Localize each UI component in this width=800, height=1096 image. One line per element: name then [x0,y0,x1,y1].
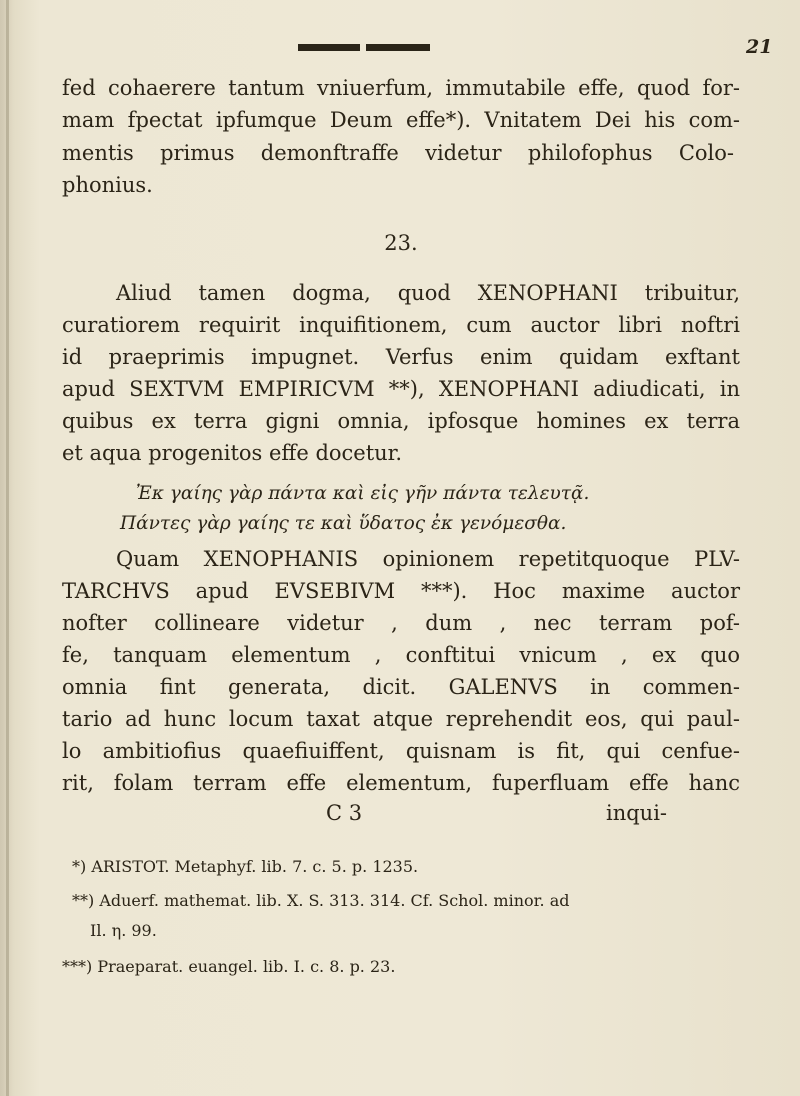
text-line: fe, tanquam elementum , conftitui vnicum , ex quo [62,643,740,667]
text-line: apud SEXTVM EMPIRICVM **), XENOPHANI adiudicati, in [62,377,740,401]
text-line: rit, folam terram effe elementum, fuperfluam effe hanc [62,771,740,795]
text-line: Aliud tamen dogma, quod XENOPHANI tribuitur, [116,281,740,305]
greek-verse-line: Ἐκ γαίης γὰρ πάντα καὶ εἰς γῆν πάντα τελευτᾷ. [136,483,590,504]
footnote: Il. η. 99. [90,921,157,940]
page-gutter [6,0,9,1096]
footnote: ***) Praeparat. euangel. lib. I. c. 8. p. 23. [62,957,396,976]
text-line: mam fpectat ipfumque Deum effe*). Vnitatem Dei his com- [62,108,740,132]
text-line: omnia fint generata, dicit. GALENVS in commen- [62,675,740,699]
text-line: mentis primus demonftraffe videtur philofophus Colo- [62,141,734,165]
section-number: 23. [384,231,418,255]
page-number: 21 [746,36,773,58]
text-line: Quam XENOPHANIS opinionem repetitquoque PLV- [116,547,740,571]
text-line: fed cohaerere tantum vniuerfum, immutabile effe, quod for- [62,76,740,100]
text-line: quibus ex terra gigni omnia, ipfosque homines ex terra [62,409,740,433]
footnote: *) ARISTOT. Metaphyf. lib. 7. c. 5. p. 1235. [72,857,419,876]
ornament-rule-left [298,44,360,51]
text-line: et aqua progenitos effe docetur. [62,441,403,465]
ornament-rule-right [366,44,430,51]
footnote: **) Aduerf. mathemat. lib. X. S. 313. 314. Cf. Schol. minor. ad [72,891,570,910]
catchword: inqui- [606,801,668,825]
text-line: lo ambitiofius quaefiuiffent, quisnam is fit, qui cenfue- [62,739,740,763]
text-line: curatiorem requirit inquifitionem, cum auctor libri noftri [62,313,740,337]
signature-mark: C 3 [326,801,363,825]
text-line: phonius. [62,173,153,197]
header-ornament [298,44,430,51]
text-line: tario ad hunc locum taxat atque reprehendit eos, qui paul- [62,707,740,731]
text-line: id praeprimis impugnet. Verfus enim quidam exftant [62,345,740,369]
text-line: TARCHVS apud EVSEBIVM ***). Hoc maxime auctor [62,579,740,603]
greek-verse-line: Πάντες γὰρ γαίης τε καὶ ὕδατος ἐκ γενόμεσθα. [120,513,567,534]
text-line: nofter collineare videtur , dum , nec terram pof- [62,611,740,635]
